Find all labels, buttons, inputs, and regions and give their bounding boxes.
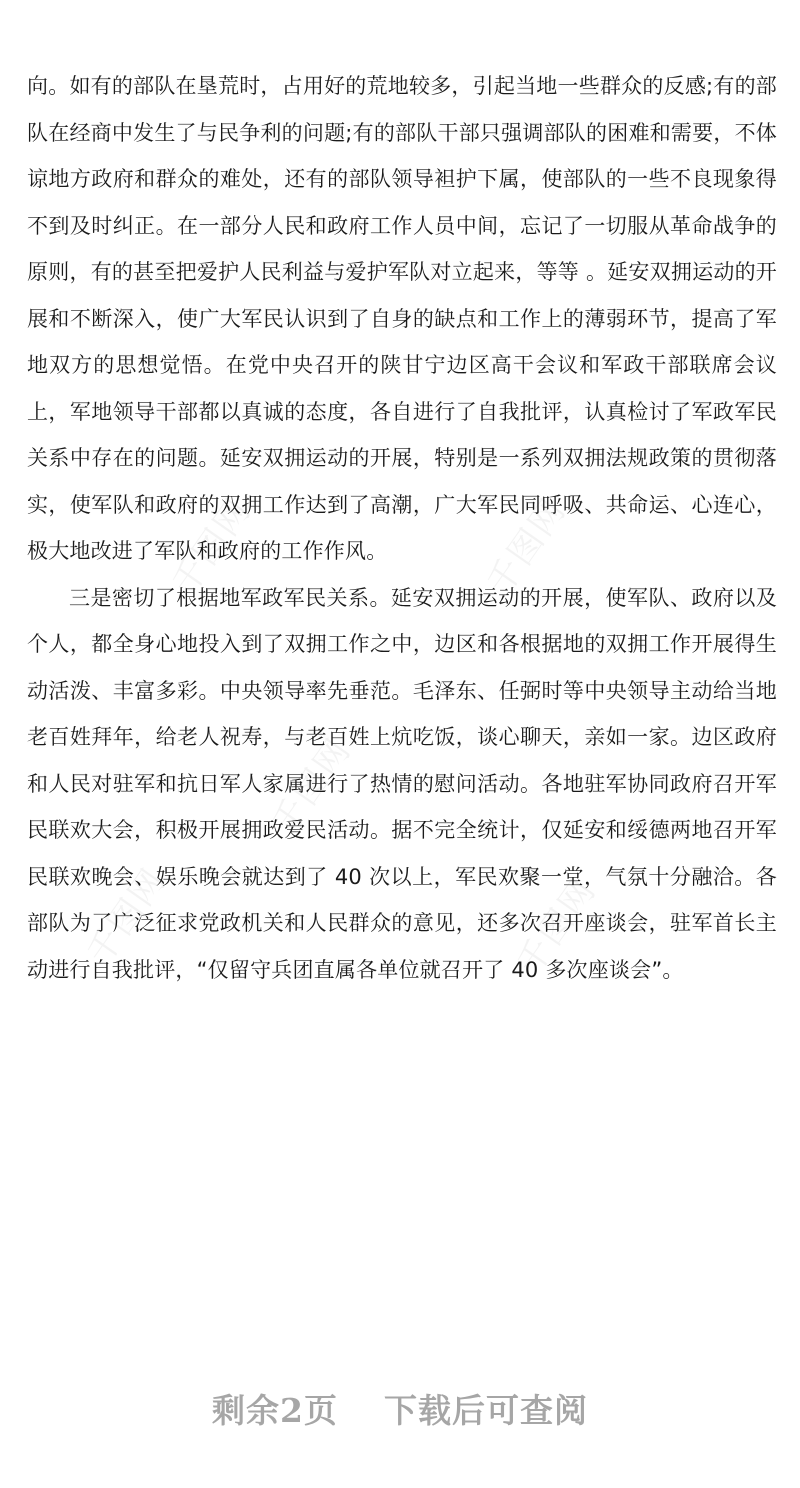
download-hint-label: 下载后可查阅 <box>383 1391 588 1430</box>
download-banner[interactable] <box>0 1385 800 1432</box>
watermark: 千图网 <box>479 490 575 603</box>
paragraph-2: 三是密切了根据地军政军民关系。延安双拥运动的开展，使军队、政府以及个人，都全身心地投入到了双拥工作之中，边区和各根据地的双拥工作开展得生动活泼、丰富多彩。中央领导率先垂范。毛泽东、任弼时等中央领导主动给当地老百姓拜年，给老人祝寿，与老百姓上炕吃饭，谈心聊天，亲如一家。边区政府和人民对驻军和抗日军人家属进行了热情的慰问活动。各地驻军协同政府召开军民联欢大会，积极开展拥政爱民活动。据不完全统计，仅延安和绥德两地召开军民联欢晚会、娱乐晚会就达到了 40 次以上，军民欢聚一堂，气氛十分融洽。各部队为了广泛征求党政机关和人民群众的意见，还多次召开座谈会，驻军首长主动进行自我批评，“仅留守兵团直属各单位就召开了 40 多次座谈会”。 <box>27 585 777 982</box>
remaining-pages-label: 剩余2页 <box>212 1391 338 1430</box>
watermark: 千图网 <box>509 870 605 983</box>
document-body <box>27 63 777 993</box>
watermark: 千图网 <box>164 490 260 603</box>
watermark: 千图网 <box>264 730 360 843</box>
watermark: 千图网 <box>79 860 175 973</box>
paragraph-1: 向。如有的部队在垦荒时，占用好的荒地较多，引起当地一些群众的反感;有的部队在经商中发生了与民争利的问题;有的部队干部只强调部队的困难和需要，不体谅地方政府和群众的难处，还有的部队领导袒护下属，使部队的一些不良现象得不到及时纠正。在一部分人民和政府工作人员中间，忘记了一切服从革命战争的原则，有的甚至把爱护人民利益与爱护军队对立起来，等等 。延安双拥运动的开展和不断深入，使广大军民认识到了自身的缺点和工作上的薄弱环节，提高了军地双方的思想觉悟。在党中央召开的陕甘宁边区高干会议和军政干部联席会议上，军地领导干部都以真诚的态度，各自进行了自我批评，认真检讨了军政军民关系中存在的问题。延安双拥运动的开展，特别是一系列双拥法规政策的贯彻落实，使军队和政府的双拥工作达到了高潮，广大军民同呼吸、共命运、心连心，极大地改进了军队和政府的工作作风。 <box>27 74 777 563</box>
